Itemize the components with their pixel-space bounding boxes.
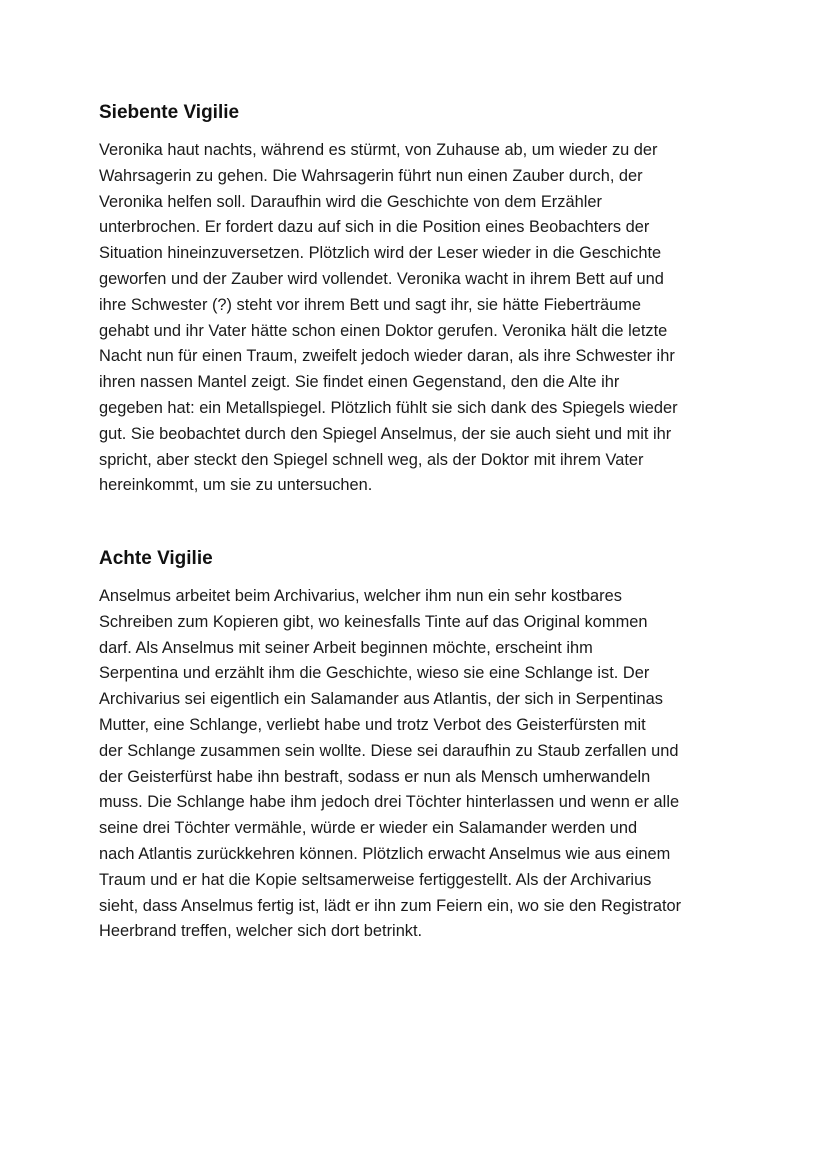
text-line: seine drei Töchter vermähle, würde er wieder ein Salamander werden und <box>99 819 638 838</box>
section-heading: Siebente Vigilie <box>99 102 240 123</box>
section-siebente-vigilie <box>99 100 739 499</box>
text-line: Veronika helfen soll. Daraufhin wird die Geschichte von dem Erzähler <box>99 192 602 211</box>
text-line: Archivarius sei eigentlich ein Salamander aus Atlantis, der sich in Serpentinas <box>99 690 663 709</box>
text-line: ihre Schwester (?) steht vor ihrem Bett und sagt ihr, sie hätte Fieberträume <box>99 295 642 314</box>
text-line: Traum und er hat die Kopie seltsamerweise fertiggestellt. Als der Archivarius <box>99 870 652 889</box>
text-line: geworfen und der Zauber wird vollendet. Veronika wacht in ihrem Bett auf und <box>99 269 664 288</box>
text-line: gegeben hat: ein Metallspiegel. Plötzlich fühlt sie sich dank des Spiegels wieder <box>99 398 678 417</box>
text-line: unterbrochen. Er fordert dazu auf sich in die Position eines Beobachters der <box>99 218 650 237</box>
text-line: der Schlange zusammen sein wollte. Diese sei daraufhin zu Staub zerfallen und <box>99 741 679 760</box>
text-line: darf. Als Anselmus mit seiner Arbeit beginnen möchte, erscheint ihm <box>99 638 593 657</box>
section-paragraph <box>99 584 739 945</box>
text-line: sieht, dass Anselmus fertig ist, lädt er ihn zum Feiern ein, wo sie den Registrator <box>99 896 682 915</box>
section-heading: Achte Vigilie <box>99 548 213 569</box>
text-line: Heerbrand treffen, welcher sich dort betrinkt. <box>99 922 423 941</box>
text-line: Situation hineinzuversetzen. Plötzlich wird der Leser wieder in die Geschichte <box>99 244 662 263</box>
text-line: ihren nassen Mantel zeigt. Sie findet einen Gegenstand, den die Alte ihr <box>99 373 620 392</box>
section-paragraph <box>99 138 739 499</box>
text-line: muss. Die Schlange habe ihm jedoch drei Töchter hinterlassen und wenn er alle <box>99 793 680 812</box>
text-line: gehabt und ihr Vater hätte schon einen Doktor gerufen. Veronika hält die letzte <box>99 321 668 340</box>
text-line: Schreiben zum Kopieren gibt, wo keinesfalls Tinte auf das Original kommen <box>99 612 648 631</box>
text-line: Mutter, eine Schlange, verliebt habe und trotz Verbot des Geisterfürsten mit <box>99 715 646 734</box>
text-line: der Geisterfürst habe ihn bestraft, sodass er nun als Mensch umherwandeln <box>99 767 651 786</box>
text-line: spricht, aber steckt den Spiegel schnell weg, als der Doktor mit ihrem Vater <box>99 450 644 469</box>
text-line: Veronika haut nachts, während es stürmt, von Zuhause ab, um wieder zu der <box>99 141 658 159</box>
text-line: Wahrsagerin zu gehen. Die Wahrsagerin führt nun einen Zauber durch, der <box>99 166 643 185</box>
text-line: Nacht nun für einen Traum, zweifelt jedoch wieder daran, als ihre Schwester ihr <box>99 347 675 366</box>
text-line: hereinkommt, um sie zu untersuchen. <box>99 476 373 495</box>
text-line: Anselmus arbeitet beim Archivarius, welcher ihm nun ein sehr kostbares <box>99 587 622 605</box>
text-line: Serpentina und erzählt ihm die Geschichte, wieso sie eine Schlange ist. Der <box>99 664 650 683</box>
text-line: nach Atlantis zurückkehren können. Plötzlich erwacht Anselmus wie aus einem <box>99 844 671 863</box>
text-line: gut. Sie beobachtet durch den Spiegel Anselmus, der sie auch sieht und mit ihr <box>99 424 672 443</box>
section-achte-vigilie <box>99 546 739 945</box>
